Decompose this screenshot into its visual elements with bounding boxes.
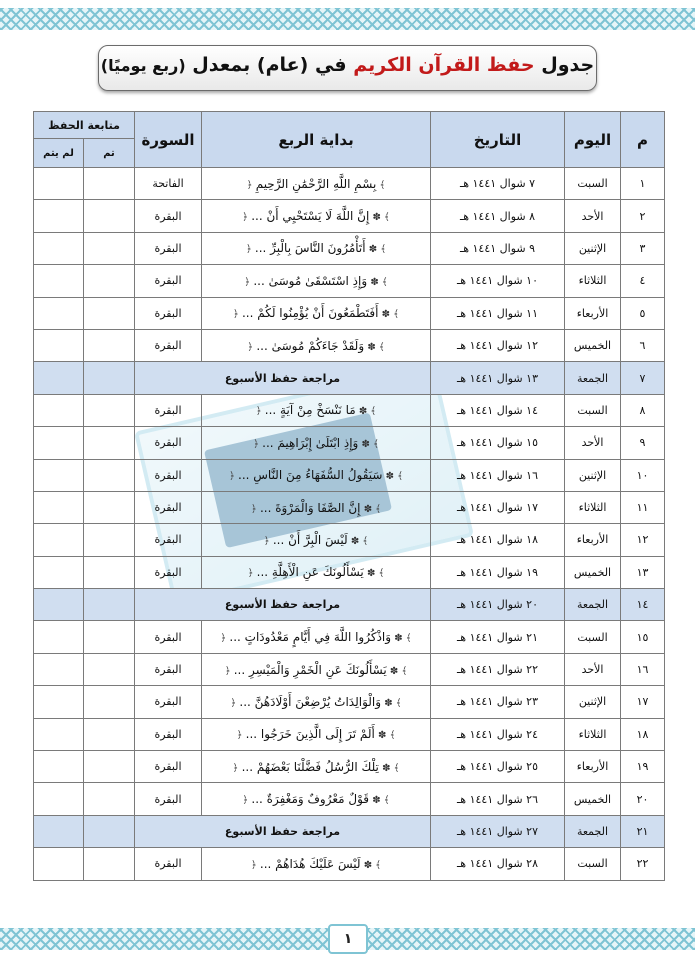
followup-done-cell: [84, 589, 135, 621]
title-part4: (ربع يوميًا): [100, 56, 186, 75]
followup-not-done-cell: [34, 556, 84, 588]
header-not-done: لم يتم: [34, 139, 84, 168]
row-day: الثلاثاء: [565, 265, 621, 297]
ornate-bracket-open-icon: ﴾: [394, 471, 404, 483]
row-day: الأحد: [565, 427, 621, 459]
row-surah: البقرة: [135, 459, 202, 491]
ornate-bracket-close-icon: ﴿: [245, 244, 255, 256]
verse-text: أَفَتَطْمَعُونَ أَنْ يُؤْمِنُوا لَكُمْ ...: [241, 306, 379, 321]
row-surah: الفاتحة: [135, 168, 202, 200]
followup-done-cell: [84, 718, 135, 750]
row-num: ١٤: [621, 589, 665, 621]
ornate-bracket-open-icon: ﴾: [376, 179, 386, 191]
header-num: م: [621, 112, 665, 168]
schedule-body: [34, 168, 665, 881]
ornate-bracket-close-icon: ﴿: [232, 309, 242, 321]
row-quarter-start: [202, 686, 431, 718]
quarter-rosette-icon: ✽: [374, 730, 387, 742]
verse-text: يَسْأَلُونَكَ عَنِ الْأَهِلَّةِ ...: [256, 565, 364, 580]
row-day: السبت: [565, 621, 621, 653]
ornate-bracket-open-icon: ﴾: [390, 762, 400, 774]
ornate-bracket-close-icon: ﴿: [247, 341, 257, 353]
verse-text: يَسْأَلُونَكَ عَنِ الْخَمْرِ وَالْمَيْسِرِ ...: [233, 662, 387, 677]
review-row: [34, 362, 665, 394]
row-quarter-start: [202, 848, 431, 880]
verse-text: أَلَمْ تَرَ إِلَى الَّذِينَ خَرَجُوا ...: [245, 727, 375, 742]
header-quarter-start: بداية الربع: [202, 112, 431, 168]
row-day: الأحد: [565, 200, 621, 232]
row-num: ١٩: [621, 751, 665, 783]
quarter-rosette-icon: ✽: [369, 795, 381, 807]
ornate-bracket-open-icon: ﴾: [392, 697, 402, 709]
ornate-bracket-close-icon: ﴿: [250, 503, 260, 515]
ornate-bracket-open-icon: ﴾: [398, 665, 408, 677]
row-num: ١١: [621, 491, 665, 523]
table-row: [34, 751, 665, 783]
row-num: ٨: [621, 394, 665, 426]
verse-text: إِنَّ الصَّفَا وَالْمَرْوَةَ ...: [259, 500, 361, 515]
row-day: الأحد: [565, 653, 621, 685]
table-row: [34, 718, 665, 750]
row-date: ١٨ شوال ١٤٤١ هـ: [431, 524, 565, 556]
table-row: [34, 848, 665, 880]
quarter-rosette-icon: ✽: [360, 859, 373, 871]
row-day: الأربعاء: [565, 524, 621, 556]
verse-text: وَلَقَدْ جَاءَكُمْ مُوسَىٰ ...: [256, 338, 365, 353]
ornate-bracket-open-icon: ﴾: [359, 535, 369, 547]
row-date: ٨ شوال ١٤٤١ هـ: [431, 200, 565, 232]
row-quarter-start: [202, 200, 431, 232]
row-num: ٢٠: [621, 783, 665, 815]
followup-done-cell: [84, 686, 135, 718]
followup-done-cell: [84, 848, 135, 880]
row-date: ١٢ شوال ١٤٤١ هـ: [431, 329, 565, 361]
row-day: الجمعة: [565, 815, 621, 847]
top-decorative-border: [0, 8, 695, 30]
row-date: ٧ شوال ١٤٤١ هـ: [431, 168, 565, 200]
row-num: ١٥: [621, 621, 665, 653]
row-day: الأربعاء: [565, 751, 621, 783]
ornate-bracket-close-icon: ﴿: [250, 859, 260, 871]
followup-not-done-cell: [34, 427, 84, 459]
page-title: [101, 54, 594, 76]
ornate-bracket-close-icon: ﴿: [255, 406, 265, 418]
followup-not-done-cell: [34, 297, 84, 329]
quarter-rosette-icon: ✽: [367, 276, 379, 288]
row-quarter-start: [202, 232, 431, 264]
followup-not-done-cell: [34, 491, 84, 523]
row-quarter-start: [202, 653, 431, 685]
title-part2: حفظ القرآن الكريم: [353, 54, 535, 76]
followup-not-done-cell: [34, 653, 84, 685]
ornate-bracket-close-icon: ﴿: [224, 665, 234, 677]
verse-text: سَيَقُولُ السُّفَهَاءُ مِنَ النَّاسِ ...: [238, 468, 383, 483]
verse-text: مَا نَنْسَخْ مِنْ آيَةٍ ...: [264, 403, 356, 418]
row-date: ٢٨ شوال ١٤٤١ هـ: [431, 848, 565, 880]
table-row: [34, 459, 665, 491]
row-date: ٢٣ شوال ١٤٤١ هـ: [431, 686, 565, 718]
followup-done-cell: [84, 815, 135, 847]
verse-text: وَاذْكُرُوا اللَّهَ فِي أَيَّامٍ مَعْدُودَاتٍ ...: [229, 630, 392, 645]
followup-not-done-cell: [34, 524, 84, 556]
ornate-bracket-close-icon: ﴿: [236, 730, 246, 742]
ornate-bracket-close-icon: ﴿: [244, 276, 254, 288]
table-row: [34, 200, 665, 232]
followup-not-done-cell: [34, 459, 84, 491]
verse-text: أَتَأْمُرُونَ النَّاسَ بِالْبِرِّ ...: [254, 241, 366, 256]
row-surah: البقرة: [135, 200, 202, 232]
row-date: ١٥ شوال ١٤٤١ هـ: [431, 427, 565, 459]
followup-done-cell: [84, 491, 135, 523]
followup-not-done-cell: [34, 232, 84, 264]
table-row: [34, 524, 665, 556]
verse-text: تِلْكَ الرُّسُلُ فَضَّلْنَا بَعْضَهُمْ ...: [241, 759, 379, 774]
followup-not-done-cell: [34, 362, 84, 394]
row-num: ٦: [621, 329, 665, 361]
row-surah: البقرة: [135, 751, 202, 783]
row-day: الأربعاء: [565, 297, 621, 329]
row-date: ٩ شوال ١٤٤١ هـ: [431, 232, 565, 264]
quarter-rosette-icon: ✽: [382, 471, 395, 483]
row-day: السبت: [565, 168, 621, 200]
verse-text: لَيْسَ عَلَيْكَ هُدَاهُمْ ...: [259, 856, 361, 871]
ornate-bracket-open-icon: ﴾: [367, 406, 377, 418]
followup-done-cell: [84, 265, 135, 297]
row-quarter-start: [202, 297, 431, 329]
followup-not-done-cell: [34, 621, 84, 653]
row-quarter-start: [202, 491, 431, 523]
ornate-bracket-close-icon: ﴿: [253, 438, 263, 450]
verse-text: وَالْوَالِدَاتُ يُرْضِعْنَ أَوْلَادَهُنَّ ...: [239, 694, 382, 709]
row-num: ٢١: [621, 815, 665, 847]
review-row: [34, 815, 665, 847]
row-day: الثلاثاء: [565, 491, 621, 523]
header-date: التاريخ: [431, 112, 565, 168]
followup-done-cell: [84, 427, 135, 459]
followup-not-done-cell: [34, 848, 84, 880]
quarter-rosette-icon: ✽: [358, 438, 370, 450]
followup-done-cell: [84, 556, 135, 588]
ornate-bracket-close-icon: ﴿: [232, 762, 242, 774]
followup-done-cell: [84, 783, 135, 815]
ornate-bracket-open-icon: ﴾: [377, 244, 387, 256]
followup-done-cell: [84, 362, 135, 394]
ornate-bracket-open-icon: ﴾: [390, 309, 400, 321]
row-surah: البقرة: [135, 621, 202, 653]
quarter-rosette-icon: ✽: [378, 309, 391, 321]
ornate-bracket-close-icon: ﴿: [242, 795, 252, 807]
row-day: الخميس: [565, 783, 621, 815]
row-num: ٩: [621, 427, 665, 459]
row-date: ١١ شوال ١٤٤١ هـ: [431, 297, 565, 329]
title-part3: في (عام) بمعدل: [192, 54, 347, 76]
row-num: ٢: [621, 200, 665, 232]
row-date: ١٦ شوال ١٤٤١ هـ: [431, 459, 565, 491]
verse-text: إِنَّ اللَّهَ لَا يَسْتَحْيِي أَنْ ...: [251, 209, 370, 224]
table-row: [34, 556, 665, 588]
row-quarter-start: [202, 751, 431, 783]
row-day: الخميس: [565, 329, 621, 361]
row-day: الثلاثاء: [565, 718, 621, 750]
row-num: ١٦: [621, 653, 665, 685]
row-surah: البقرة: [135, 427, 202, 459]
ornate-bracket-close-icon: ﴿: [230, 697, 240, 709]
row-quarter-start: [202, 783, 431, 815]
row-surah: البقرة: [135, 653, 202, 685]
row-day: الإثنين: [565, 459, 621, 491]
row-date: ٢٠ شوال ١٤٤١ هـ: [431, 589, 565, 621]
quarter-rosette-icon: ✽: [365, 244, 378, 256]
ornate-bracket-close-icon: ﴿: [220, 633, 230, 645]
row-quarter-start: [202, 265, 431, 297]
row-quarter-start: [202, 168, 431, 200]
ornate-bracket-open-icon: ﴾: [375, 341, 385, 353]
row-quarter-start: [202, 427, 431, 459]
quarter-rosette-icon: ✽: [386, 665, 399, 677]
followup-not-done-cell: [34, 718, 84, 750]
quarter-rosette-icon: ✽: [347, 535, 360, 547]
row-date: ٢٢ شوال ١٤٤١ هـ: [431, 653, 565, 685]
row-surah: البقرة: [135, 394, 202, 426]
row-quarter-start: [202, 524, 431, 556]
row-quarter-start: [202, 394, 431, 426]
row-num: ٣: [621, 232, 665, 264]
row-day: السبت: [565, 394, 621, 426]
followup-done-cell: [84, 751, 135, 783]
table-row: [34, 265, 665, 297]
row-day: السبت: [565, 848, 621, 880]
ornate-bracket-open-icon: ﴾: [378, 276, 388, 288]
ornate-bracket-close-icon: ﴿: [246, 179, 256, 191]
header-done: تم: [84, 139, 135, 168]
header-day: اليوم: [565, 112, 621, 168]
ornate-bracket-open-icon: ﴾: [380, 795, 390, 807]
table-row: [34, 621, 665, 653]
table-row: [34, 394, 665, 426]
followup-done-cell: [84, 394, 135, 426]
followup-not-done-cell: [34, 168, 84, 200]
row-date: ١٧ شوال ١٤٤١ هـ: [431, 491, 565, 523]
row-surah: البقرة: [135, 556, 202, 588]
row-quarter-start: [202, 459, 431, 491]
table-row: [34, 232, 665, 264]
followup-not-done-cell: [34, 265, 84, 297]
ornate-bracket-open-icon: ﴾: [369, 438, 379, 450]
ornate-bracket-close-icon: ﴿: [263, 535, 273, 547]
followup-done-cell: [84, 232, 135, 264]
row-surah: البقرة: [135, 491, 202, 523]
quarter-rosette-icon: ✽: [363, 568, 376, 580]
ornate-bracket-open-icon: ﴾: [372, 503, 382, 515]
ornate-bracket-open-icon: ﴾: [372, 859, 382, 871]
verse-text: وَإِذِ ابْتَلَىٰ إِبْرَاهِيمَ ...: [262, 435, 359, 450]
row-day: الخميس: [565, 556, 621, 588]
followup-done-cell: [84, 653, 135, 685]
row-surah: البقرة: [135, 718, 202, 750]
row-surah: البقرة: [135, 232, 202, 264]
followup-not-done-cell: [34, 329, 84, 361]
table-row: [34, 783, 665, 815]
followup-done-cell: [84, 200, 135, 232]
ornate-bracket-close-icon: ﴿: [242, 212, 252, 224]
row-day: الإثنين: [565, 686, 621, 718]
row-quarter-start: [202, 718, 431, 750]
row-num: ٧: [621, 362, 665, 394]
row-date: ٢٦ شوال ١٤٤١ هـ: [431, 783, 565, 815]
title-part1: جدول: [541, 54, 595, 76]
followup-not-done-cell: [34, 751, 84, 783]
row-surah: البقرة: [135, 524, 202, 556]
verse-text: وَإِذِ اسْتَسْقَىٰ مُوسَىٰ ...: [253, 273, 368, 288]
row-surah: البقرة: [135, 329, 202, 361]
quarter-rosette-icon: ✽: [378, 762, 391, 774]
ornate-bracket-open-icon: ﴾: [375, 568, 385, 580]
verse-text: بِسْمِ اللَّهِ الرَّحْمَٰنِ الرَّحِيمِ: [255, 176, 377, 191]
followup-done-cell: [84, 524, 135, 556]
row-quarter-start: [202, 329, 431, 361]
row-date: ١٣ شوال ١٤٤١ هـ: [431, 362, 565, 394]
followup-not-done-cell: [34, 783, 84, 815]
followup-done-cell: [84, 621, 135, 653]
followup-done-cell: [84, 459, 135, 491]
row-surah: البقرة: [135, 297, 202, 329]
ornate-bracket-open-icon: ﴾: [380, 212, 390, 224]
review-row: [34, 589, 665, 621]
ornate-bracket-close-icon: ﴿: [247, 568, 257, 580]
row-num: ٢٢: [621, 848, 665, 880]
review-label: مراجعة حفظ الأسبوع: [135, 362, 431, 394]
row-date: ١٩ شوال ١٤٤١ هـ: [431, 556, 565, 588]
ornate-bracket-close-icon: ﴿: [228, 471, 238, 483]
row-date: ١٤ شوال ١٤٤١ هـ: [431, 394, 565, 426]
followup-not-done-cell: [34, 589, 84, 621]
quarter-rosette-icon: ✽: [369, 212, 381, 224]
verse-text: قَوْلٌ مَعْرُوفٌ وَمَغْفِرَةٌ ...: [251, 792, 370, 807]
row-surah: البقرة: [135, 783, 202, 815]
review-label: مراجعة حفظ الأسبوع: [135, 815, 431, 847]
table-row: [34, 686, 665, 718]
quarter-rosette-icon: ✽: [364, 341, 376, 353]
title-banner: [98, 45, 597, 91]
row-num: ١٣: [621, 556, 665, 588]
quarter-rosette-icon: ✽: [360, 503, 373, 515]
table-row: [34, 653, 665, 685]
row-num: ١: [621, 168, 665, 200]
row-quarter-start: [202, 621, 431, 653]
ornate-bracket-open-icon: ﴾: [386, 730, 396, 742]
row-num: ١٠: [621, 459, 665, 491]
row-surah: البقرة: [135, 265, 202, 297]
header-followup: متابعة الحفظ: [34, 112, 135, 139]
row-num: ١٧: [621, 686, 665, 718]
table-row: [34, 329, 665, 361]
page-number: ١: [328, 924, 368, 954]
row-quarter-start: [202, 556, 431, 588]
header-surah: السورة: [135, 112, 202, 168]
ornate-bracket-open-icon: ﴾: [402, 633, 412, 645]
row-num: ٥: [621, 297, 665, 329]
row-num: ٤: [621, 265, 665, 297]
quarter-rosette-icon: ✽: [381, 697, 393, 709]
row-surah: البقرة: [135, 686, 202, 718]
followup-not-done-cell: [34, 815, 84, 847]
table-row: [34, 168, 665, 200]
quarter-rosette-icon: ✽: [355, 406, 368, 418]
memorization-schedule-table: [33, 111, 665, 881]
followup-done-cell: [84, 168, 135, 200]
row-date: ٢٥ شوال ١٤٤١ هـ: [431, 751, 565, 783]
followup-done-cell: [84, 329, 135, 361]
row-num: ١٨: [621, 718, 665, 750]
header-row-top: [34, 112, 665, 139]
row-date: ٢٤ شوال ١٤٤١ هـ: [431, 718, 565, 750]
row-date: ١٠ شوال ١٤٤١ هـ: [431, 265, 565, 297]
row-date: ٢٧ شوال ١٤٤١ هـ: [431, 815, 565, 847]
row-num: ١٢: [621, 524, 665, 556]
followup-not-done-cell: [34, 394, 84, 426]
row-day: الجمعة: [565, 362, 621, 394]
review-label: مراجعة حفظ الأسبوع: [135, 589, 431, 621]
table-row: [34, 427, 665, 459]
quarter-rosette-icon: ✽: [391, 633, 403, 645]
row-day: الإثنين: [565, 232, 621, 264]
followup-not-done-cell: [34, 200, 84, 232]
row-day: الجمعة: [565, 589, 621, 621]
table-row: [34, 491, 665, 523]
table-row: [34, 297, 665, 329]
followup-done-cell: [84, 297, 135, 329]
row-surah: البقرة: [135, 848, 202, 880]
verse-text: لَيْسَ الْبِرَّ أَنْ ...: [272, 532, 348, 547]
row-date: ٢١ شوال ١٤٤١ هـ: [431, 621, 565, 653]
followup-not-done-cell: [34, 686, 84, 718]
